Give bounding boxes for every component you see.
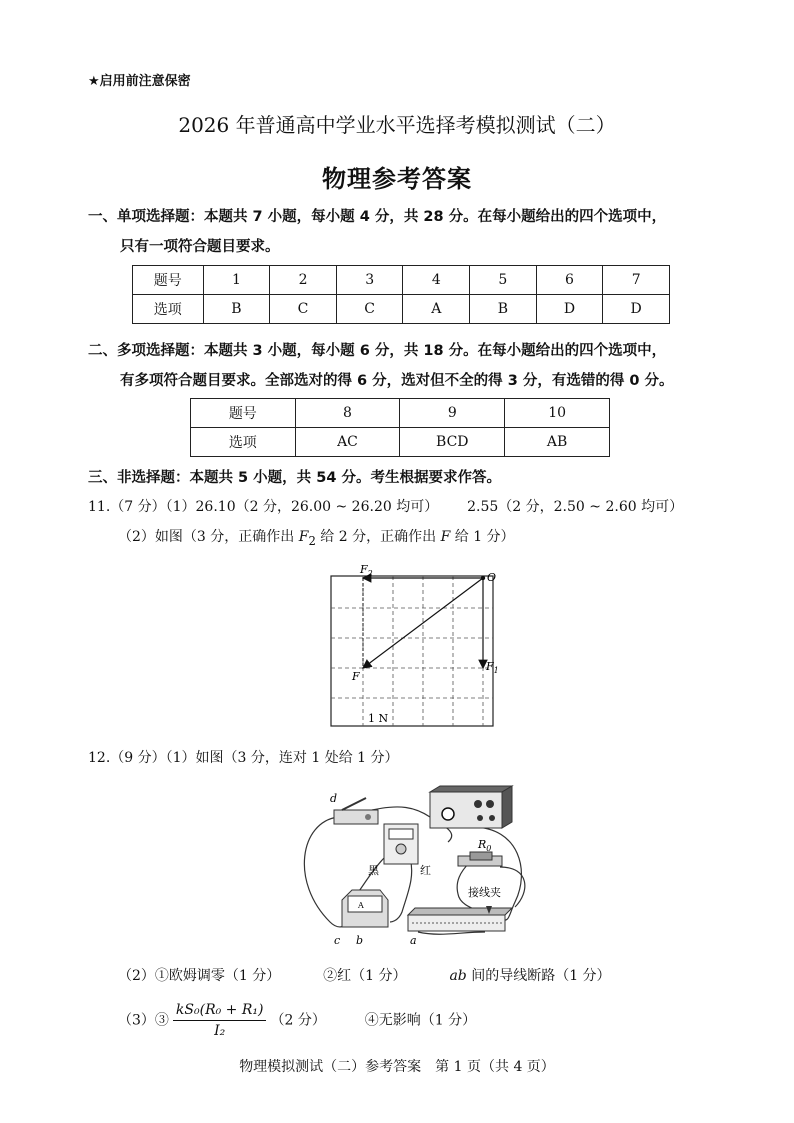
- diagram-grid: [331, 576, 493, 726]
- table-cell: 5: [470, 266, 537, 295]
- table-row: [191, 428, 610, 457]
- q12-part3-score: （2 分）: [270, 1012, 326, 1029]
- table-cell: C: [336, 295, 403, 324]
- q12-answer-2: ②红（1 分）: [323, 968, 407, 984]
- table-cell: 6: [536, 266, 603, 295]
- q12-answer-1: （2）①欧姆调零（1 分）: [118, 968, 281, 984]
- svg-text:A: A: [358, 901, 364, 910]
- label-c: c: [334, 934, 341, 947]
- formula-denominator: I₂: [214, 1023, 226, 1039]
- label-f: F: [352, 670, 360, 683]
- table-cell: 4: [403, 266, 470, 295]
- section2-line2: 有多项符合题目要求。全部选对的得 6 分，选对但不全的得 3 分，有选错的得 0 分。: [120, 373, 674, 389]
- symbol-f2-sub: 2: [308, 533, 316, 548]
- q11-part2: [118, 527, 515, 551]
- page-footer: 物理模拟测试（二）参考答案 第 1 页（共 4 页）: [239, 1059, 555, 1075]
- q11-part2-text-mid: 给 2 分，正确作出: [315, 529, 441, 545]
- exam-title: 2026 年普通高中学业水平选择考模拟测试（二）: [178, 113, 616, 137]
- table-cell: D: [603, 295, 670, 324]
- q12-part1: 12.（9 分）（1）如图（3 分，连对 1 处给 1 分）: [88, 750, 399, 766]
- single-choice-answer-table: [132, 265, 670, 324]
- q12-part3: [118, 1000, 476, 1041]
- slide-wire-component: [408, 906, 512, 931]
- diagram-frame: [331, 576, 493, 726]
- table-header-cell: 题号: [191, 399, 296, 428]
- label-clip: 接线夹: [468, 886, 501, 899]
- switch-component: [334, 798, 378, 824]
- section3-instructions: 三、非选择题：本题共 5 小题，共 54 分。考生根据要求作答。: [88, 470, 501, 486]
- table-cell: D: [536, 295, 603, 324]
- symbol-f: F: [440, 529, 451, 545]
- resistor-r0-component: [458, 852, 502, 866]
- table-cell: B: [470, 295, 537, 324]
- table-row: [133, 266, 670, 295]
- label-f1: $F_1$: [486, 660, 499, 675]
- table-cell: 3: [336, 266, 403, 295]
- q11-part2-text: （2）如图（3 分，正确作出: [118, 529, 299, 545]
- table-header-cell: 题号: [133, 266, 204, 295]
- table-row: [191, 399, 610, 428]
- ammeter-component: [342, 890, 388, 927]
- section1-line1: 一、单项选择题：本题共 7 小题，每小题 4 分，共 28 分。在每小题给出的四个选项中，: [88, 209, 667, 225]
- answer-key-title: 物理参考答案: [322, 165, 472, 193]
- circuit-diagram: [290, 782, 530, 950]
- symbol-f2: F: [298, 529, 309, 545]
- table-header-cell: 选项: [191, 428, 296, 457]
- table-cell: C: [270, 295, 337, 324]
- label-o: O: [487, 571, 497, 584]
- table-cell: AC: [295, 428, 400, 457]
- symbol-ab: ab: [449, 968, 467, 984]
- section1-instructions: [88, 202, 728, 262]
- power-supply-component: [430, 786, 512, 828]
- table-cell: BCD: [400, 428, 505, 457]
- label-r0: $R_0$: [478, 838, 492, 853]
- q12-answer-3: 间的导线断路（1 分）: [466, 968, 611, 984]
- multimeter-component: [384, 824, 418, 864]
- table-cell: 7: [603, 266, 670, 295]
- table-cell: A: [403, 295, 470, 324]
- table-row: [133, 295, 670, 324]
- label-red: 红: [420, 864, 431, 877]
- label-black: 黑: [368, 864, 379, 877]
- q11-part2-text-end: 给 1 分）: [450, 529, 515, 545]
- table-header-cell: 选项: [133, 295, 204, 324]
- force-diagram: [330, 560, 510, 730]
- table-cell: 10: [505, 399, 610, 428]
- label-a: a: [410, 934, 417, 947]
- q11-part1: [88, 497, 683, 517]
- confidential-notice: ★启用前注意保密: [88, 74, 191, 89]
- q11-answer-2: 2.55（2 分，2.50 ~ 2.60 均可）: [467, 499, 684, 515]
- q11-answer-1: 11.（7 分）（1）26.10（2 分，26.00 ~ 26.20 均可）: [88, 499, 439, 515]
- label-b: b: [356, 934, 364, 947]
- label-scale: 1 N: [368, 712, 389, 725]
- section2-instructions: [88, 336, 738, 396]
- formula-numerator: kS₀(R₀ + R₁): [173, 1000, 267, 1021]
- point-o: [481, 576, 485, 580]
- q12-answer-4: ④无影响（1 分）: [364, 1012, 477, 1029]
- multiple-choice-answer-table: [190, 398, 610, 457]
- q12-part3-prefix: （3）③: [118, 1012, 169, 1029]
- table-cell: 8: [295, 399, 400, 428]
- table-cell: B: [203, 295, 270, 324]
- section1-line2: 只有一项符合题目要求。: [120, 239, 280, 255]
- table-cell: 9: [400, 399, 505, 428]
- table-cell: 1: [203, 266, 270, 295]
- label-d: d: [330, 792, 338, 805]
- q12-part2: [118, 966, 611, 986]
- label-f2: $F_2$: [360, 563, 373, 578]
- table-cell: AB: [505, 428, 610, 457]
- table-cell: 2: [270, 266, 337, 295]
- formula-fraction: [173, 1000, 267, 1041]
- section2-line1: 二、多项选择题：本题共 3 小题，每小题 6 分，共 18 分。在每小题给出的四个选项中，: [88, 343, 667, 359]
